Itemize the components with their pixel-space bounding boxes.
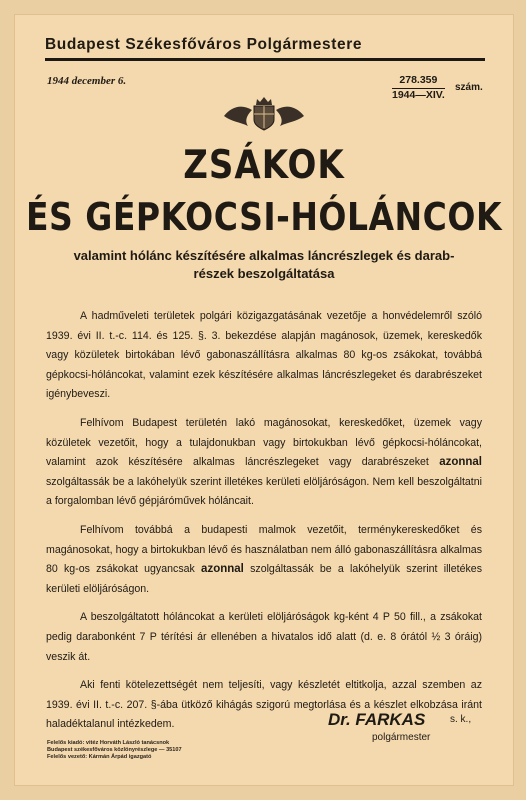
paragraph-sacks xyxy=(46,521,482,599)
poster-title-line2: ÉS GÉPKOCSI-HÓLÁNCOK xyxy=(25,194,503,240)
emphasis-immediately: azonnal xyxy=(439,456,482,469)
reference-number-top: 278.359 xyxy=(399,74,438,86)
paragraph-snow-chains-end: szolgáltassák be a lakóhelyük szerint illetékes kerületi elöljáróságon. Nem kell beszolgáltatni a forgalomban lévő gépjáróművek hóláncait. xyxy=(46,475,482,508)
reference-suffix: szám. xyxy=(455,82,483,93)
paragraph-sacks-start: Felhívom továbbá a budapesti malmok vezetőit, terménykereskedőket és magánosokat, hogy a birtokukban lévő és használatban nem álló gabonaszállításra alkalmas 80 kg-os zsákokat ugyancsak xyxy=(46,523,482,576)
imprint-line-publisher: Felelős kiadó: vitéz Horváth László tanácsnok xyxy=(47,740,170,746)
paragraph-penalty: Aki fenti kötelezettségét nem teljesíti, vagy készletét eltitkolja, azzal szemben az 1939. évi II. t.-c. 207. §-ába ütköző kihágás szigorú megtorlása és a készlet elkobzása iránt haladéktalanul intézkedem. xyxy=(46,679,482,731)
reference-number-bottom: 1944—XIV. xyxy=(392,89,445,101)
paragraph-snow-chains-start: Felhívom Budapest területén lakó magánosokat, kereskedőket, üzemek vagy közületek vezetőit, hogy a tulajdonukban vagy birtokukban lévő gépkocsi-hóláncokat, valamint azok készítésére alkalmas láncrészlegeket vagy darabrészeket xyxy=(46,416,482,469)
hungarian-coat-of-arms-with-angels-icon xyxy=(222,94,306,132)
emphasis-immediately-2: azonnal xyxy=(201,563,244,576)
issuing-authority: Budapest Székesfőváros Polgármestere xyxy=(45,36,363,53)
signature-abbreviation: s. k., xyxy=(450,714,472,725)
imprint-line-manager: Felelős vezető: Kármán Árpád igazgató xyxy=(47,754,152,760)
paragraph-requisition: A hadműveleti területek polgári közigazgatásának vezetője a honvédelemről szóló 1939. évi II. t.-c. 114. és 125. §. 3. bekezdése alapján magánosok, üzemek, kereskedők vagy közületek birtokában lévő gabonaszállításra alkalmas 80 kg-os zsákokat, továbbá gépkocsi-hóláncokat, valamint ezek készítésére alkalmas láncrészlegeket és darabrészeket igénybeveszi. xyxy=(46,310,482,401)
poster-subtitle: valamint hólánc készítésére alkalmas láncrészlegek és darab-részek beszolgáltatása xyxy=(73,248,455,281)
issue-date: 1944 december 6. xyxy=(47,75,127,87)
paragraph-snow-chains xyxy=(46,414,482,512)
poster-title-line1: ZSÁKOK xyxy=(183,142,345,189)
printer-imprint xyxy=(47,740,182,761)
imprint-line-printer: Budapest székesfőváros közlönyrészlege — 35107 xyxy=(47,747,182,753)
notice-body xyxy=(46,307,482,744)
paragraph-sacks-end: szolgáltassák be a lakóhelyük szerint illetékes kerületi elöljáróságon. xyxy=(46,563,482,595)
paragraph-compensation: A beszolgáltatott hóláncokat a kerületi elöljáróságok kg-ként 4 P 50 fill., a zsákokat pedig darabonként 7 P térítési ár ellenében a hivatalos idő alatt (d. e. 8 órától ½ 3 óráig) veszik át. xyxy=(46,611,482,663)
signature-title: polgármester xyxy=(372,732,431,743)
header-rule xyxy=(45,58,485,61)
signature-name: Dr. FARKAS xyxy=(328,710,426,729)
reference-number xyxy=(392,74,445,102)
